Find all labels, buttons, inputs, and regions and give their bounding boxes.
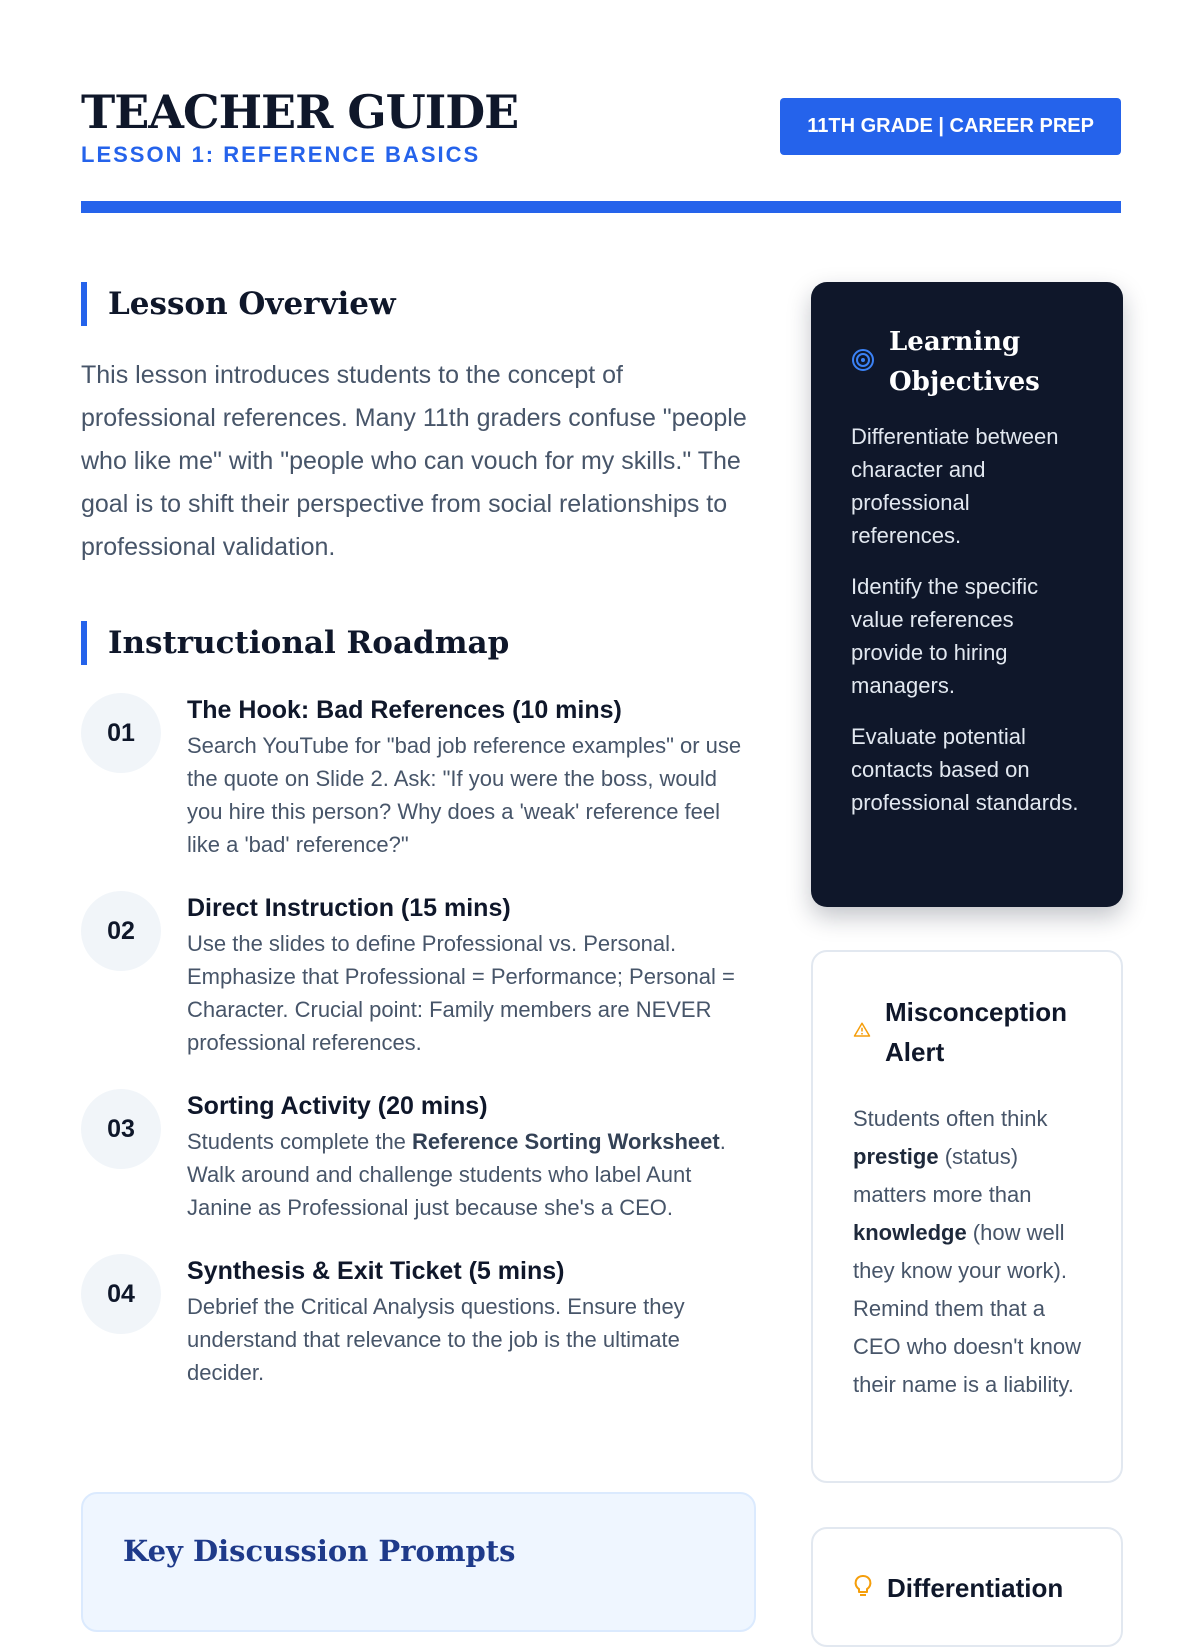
differentiation-card bbox=[811, 1527, 1123, 1647]
warning-icon bbox=[853, 1021, 871, 1044]
roadmap-heading: Instructional Roadmap bbox=[81, 619, 756, 667]
step-title: Direct Instruction (15 mins) bbox=[187, 894, 511, 922]
discussion-prompts-card bbox=[81, 1492, 756, 1632]
alert-header bbox=[853, 992, 1081, 1072]
misconception-alert-card bbox=[811, 950, 1123, 1483]
target-icon bbox=[851, 348, 875, 377]
step-number: 02 bbox=[81, 891, 161, 971]
objective-item: Evaluate potential contacts based on professional standards. bbox=[851, 724, 1079, 815]
overview-text: This lesson introduces students to the concept of professional references. Many 11th graders confuse "people who like me" with "people who can vouch for my skills." The goal is to shift their perspective from social relationships to professional validation. bbox=[81, 361, 747, 561]
step-title: Synthesis & Exit Ticket (5 mins) bbox=[187, 1257, 565, 1285]
objective-item: Identify the specific value references provide to hiring managers. bbox=[851, 574, 1039, 698]
step-title: The Hook: Bad References (10 mins) bbox=[187, 696, 622, 724]
step-number: 01 bbox=[81, 693, 161, 773]
worksheet-name: Reference Sorting Worksheet bbox=[412, 1129, 720, 1154]
roadmap-steps bbox=[81, 693, 756, 1389]
objectives-heading: Learning Objectives bbox=[889, 327, 1040, 397]
step-body: Use the slides to define Professional vs. Personal. Emphasize that Professional = Performance; Personal = Character. Crucial point: Family members are NEVER professional references. bbox=[187, 931, 735, 1055]
step-body-text: Students complete the bbox=[187, 1129, 413, 1154]
step-number: 04 bbox=[81, 1254, 161, 1334]
alert-heading: Misconception Alert bbox=[885, 997, 1068, 1067]
objective-item: Differentiate between character and professional references. bbox=[851, 424, 1059, 548]
alert-text-part: Students often think bbox=[853, 1106, 1048, 1131]
step-body bbox=[187, 1125, 756, 1224]
roadmap-step bbox=[81, 1089, 756, 1224]
learning-objectives-card bbox=[811, 282, 1123, 907]
page-header bbox=[81, 86, 1121, 168]
step-body: Search YouTube for "bad job reference examples" or use the quote on Slide 2. Ask: "If you were the boss, would you hire this person? Why does a 'weak' reference feel like a 'bad' reference?" bbox=[187, 733, 742, 857]
alert-text-part: (how well they know your work). Remind them that a CEO who doesn't know their name is a liability. bbox=[853, 1220, 1081, 1397]
alert-text bbox=[853, 1100, 1081, 1404]
lightbulb-icon bbox=[853, 1574, 873, 1603]
discussion-prompts-heading: Key Discussion Prompts bbox=[123, 1534, 516, 1568]
differentiation-header bbox=[853, 1569, 1081, 1607]
objectives-header bbox=[851, 322, 1083, 402]
header-divider bbox=[81, 201, 1121, 213]
objectives-list bbox=[851, 420, 1083, 819]
step-body: Debrief the Critical Analysis questions. Ensure they understand that relevance to the job is the ultimate decider. bbox=[187, 1294, 685, 1385]
roadmap-step bbox=[81, 693, 756, 861]
alert-keyword: prestige bbox=[853, 1144, 939, 1169]
differentiation-heading: Differentiation bbox=[887, 1573, 1064, 1603]
main-column bbox=[81, 280, 756, 1419]
page-subtitle: LESSON 1: REFERENCE BASICS bbox=[81, 142, 481, 167]
roadmap-step bbox=[81, 891, 756, 1059]
alert-keyword: knowledge bbox=[853, 1220, 967, 1245]
step-number: 03 bbox=[81, 1089, 161, 1169]
alert-text-part: (status) matters more than bbox=[853, 1144, 1032, 1207]
grade-badge: 11TH GRADE | CAREER PREP bbox=[780, 98, 1121, 155]
page-title: TEACHER GUIDE bbox=[81, 85, 519, 139]
roadmap-step bbox=[81, 1254, 756, 1389]
step-title: Sorting Activity (20 mins) bbox=[187, 1092, 488, 1120]
overview-heading: Lesson Overview bbox=[81, 280, 756, 328]
step-body-text: . Walk around and challenge students who label Aunt Janine as Professional just because she's a CEO. bbox=[187, 1129, 726, 1220]
